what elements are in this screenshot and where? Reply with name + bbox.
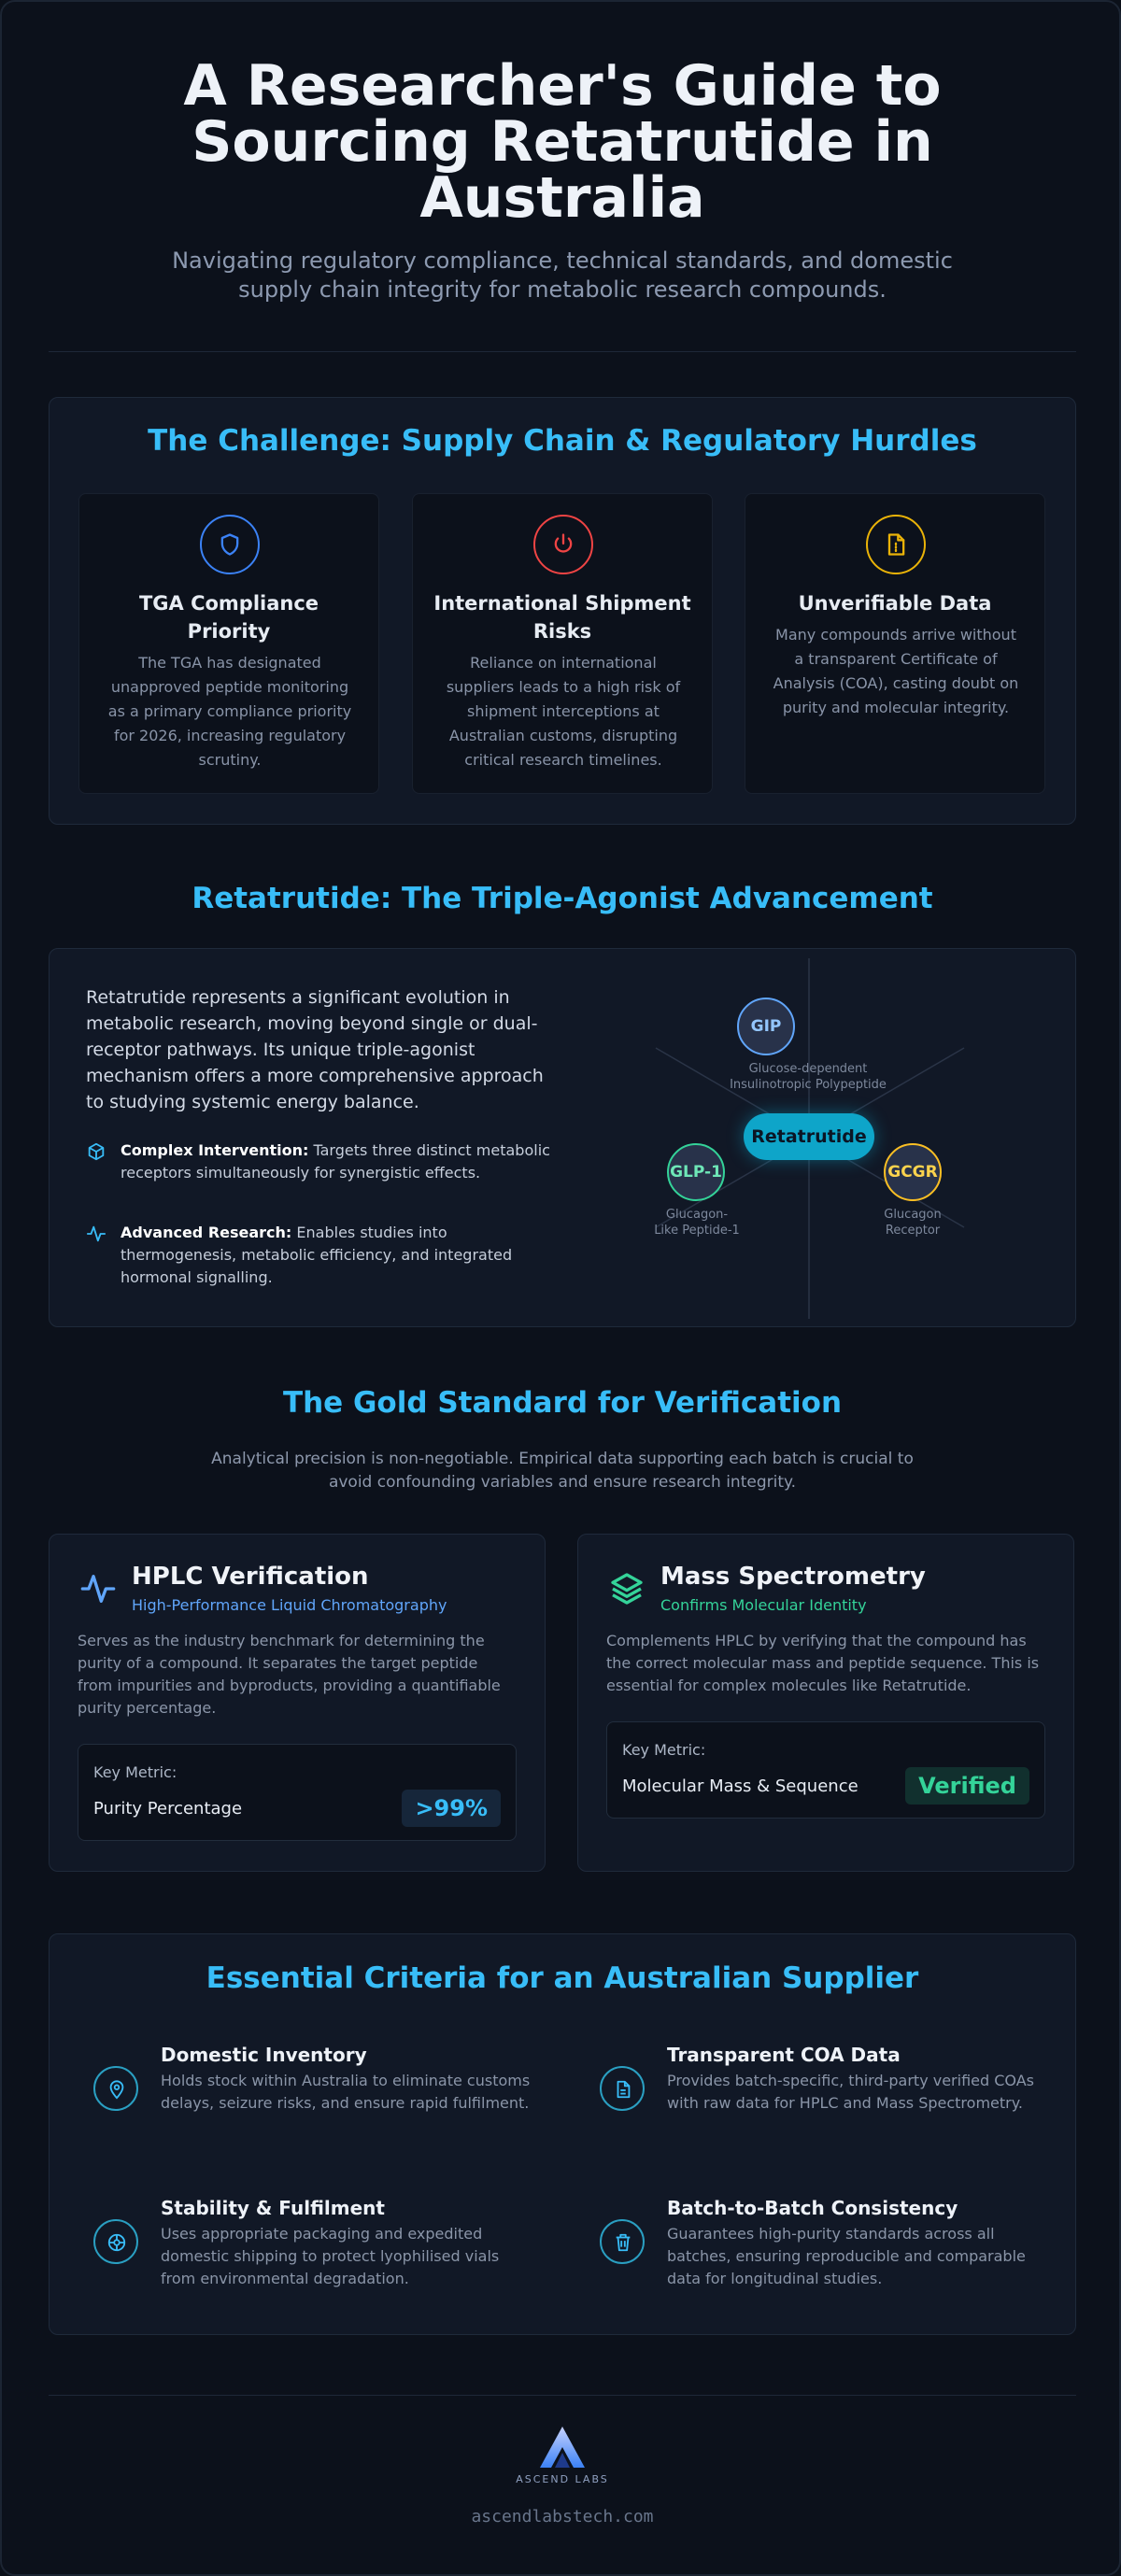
hplc-subtitle: High-Performance Liquid Chromatography (132, 1596, 447, 1614)
metric-label: Key Metric: (93, 1763, 177, 1781)
card-title: Unverifiable Data (798, 592, 992, 615)
agonist-heading: Retatrutide: The Triple-Agonist Advancement (192, 882, 933, 915)
footer-divider (49, 2395, 1076, 2396)
criteria-title: Transparent COA Data (667, 2044, 901, 2066)
page-subtitle: Navigating regulatory compliance, technical standards, and domestic supply chain integrity for metabolic research compounds. (172, 248, 953, 303)
hplc-body: Serves as the industry benchmark for determining the purity of a compound. It separates the target peptide from impurities and byproducts, providing a quantifiable purity percentage. (78, 1632, 501, 1717)
pulse-icon (86, 1224, 106, 1248)
challenge-card-shipment (412, 493, 713, 794)
mass-spec-metric-box (606, 1721, 1045, 1819)
page-title: A Researcher's Guide to Sourcing Retatrutide in Australia (183, 53, 942, 231)
challenge-card-tga (78, 493, 379, 794)
footer-url[interactable]: ascendlabstech.com (471, 2507, 654, 2526)
metric-value: >99% (402, 1790, 501, 1827)
metric-label: Key Metric: (622, 1741, 706, 1759)
cube-icon (86, 1141, 106, 1166)
mass-spec-subtitle: Confirms Molecular Identity (660, 1596, 867, 1614)
card-title: International Shipment Risks (433, 592, 691, 643)
metric-name: Purity Percentage (93, 1799, 243, 1819)
criteria-body: Provides batch-specific, third-party verified COAs with raw data for HPLC and Mass Spectrometry. (667, 2072, 1035, 2112)
power-icon (533, 515, 593, 574)
criteria-heading: Essential Criteria for an Australian Supplier (206, 1961, 919, 1995)
criteria-title: Domestic Inventory (161, 2044, 367, 2066)
node-gip: GIP (737, 998, 795, 1055)
shipping-icon (93, 2219, 138, 2264)
shield-icon (200, 515, 260, 574)
mass-spec-title: Mass Spectrometry (660, 1563, 926, 1591)
mass-spec-body: Complements HPLC by verifying that the compound has the correct molecular mass and peptide sequence. This is essential for complex molecules like Retatrutide. (606, 1632, 1040, 1694)
metric-value: Verified (905, 1767, 1029, 1805)
challenge-heading: The Challenge: Supply Chain & Regulatory Hurdles (148, 424, 977, 458)
bullet-title: Complex Intervention: (121, 1141, 309, 1159)
criteria-title: Stability & Fulfilment (161, 2197, 385, 2219)
bullet-title: Advanced Research: (121, 1224, 292, 1241)
location-pin-icon (93, 2066, 138, 2111)
agonist-intro: Retatrutide represents a significant evolution in metabolic research, moving beyond single or dual-receptor pathways. Its unique triple-agonist mechanism offers a more comprehensive approach to studying systemic energy balance. (86, 987, 544, 1112)
criteria-body: Uses appropriate packaging and expedited domestic shipping to protect lyophilised vials from environmental degradation. (161, 2225, 500, 2287)
hplc-card (49, 1534, 546, 1872)
node-gip-label: Glucose-dependent Insulinotropic Polypeptide (730, 1062, 887, 1092)
bullet-text: Targets three distinct metabolic receptors simultaneously for synergistic effects. (121, 1141, 550, 1182)
gold-heading: The Gold Standard for Verification (282, 1386, 843, 1420)
node-gcgr-label: Glucagon Receptor (884, 1208, 942, 1238)
node-retatrutide: Retatrutide (744, 1113, 874, 1160)
pulse-icon (79, 1570, 117, 1611)
card-body: The TGA has designated unapproved peptide monitoring as a primary compliance priority for 2026, increasing regulatory scrutiny. (107, 654, 352, 769)
node-glp1: GLP-1 (667, 1143, 725, 1201)
layers-icon (608, 1570, 646, 1611)
criteria-title: Batch-to-Batch Consistency (667, 2197, 958, 2219)
criteria-body: Guarantees high-purity standards across all batches, ensuring reproducible and comparable data for longitudinal studies. (667, 2225, 1026, 2287)
divider (49, 351, 1076, 352)
card-title: TGA Compliance Priority (138, 592, 319, 643)
beaker-icon (600, 2219, 645, 2264)
metric-name: Molecular Mass & Sequence (622, 1776, 858, 1796)
bullet-text: Enables studies into thermogenesis, metabolic efficiency, and integrated hormonal signalling. (121, 1224, 513, 1286)
hplc-title: HPLC Verification (132, 1563, 369, 1591)
card-body: Many compounds arrive without a transparent Certificate of Analysis (COA), casting doubt on purity and molecular integrity. (773, 626, 1019, 716)
node-glp1-label: Glucagon-Like Peptide-1 (654, 1208, 740, 1238)
hplc-metric-box (78, 1744, 517, 1841)
challenge-card-data (745, 493, 1045, 794)
gold-intro: Analytical precision is non-negotiable. Empirical data supporting each batch is crucial to avoid confounding variables and ensure research integrity. (211, 1450, 914, 1492)
ascend-labs-logo (536, 2425, 589, 2473)
document-icon (600, 2066, 645, 2111)
node-gcgr: GCGR (884, 1143, 942, 1201)
logo-text: ASCEND LABS (516, 2473, 609, 2485)
mass-spec-card (577, 1534, 1074, 1872)
document-icon (866, 515, 926, 574)
criteria-body: Holds stock within Australia to eliminate customs delays, seizure risks, and ensure rapid fulfilment. (161, 2072, 531, 2112)
card-body: Reliance on international suppliers leads to a high risk of shipment interceptions at Australian customs, disrupting critical research timelines. (446, 654, 681, 769)
